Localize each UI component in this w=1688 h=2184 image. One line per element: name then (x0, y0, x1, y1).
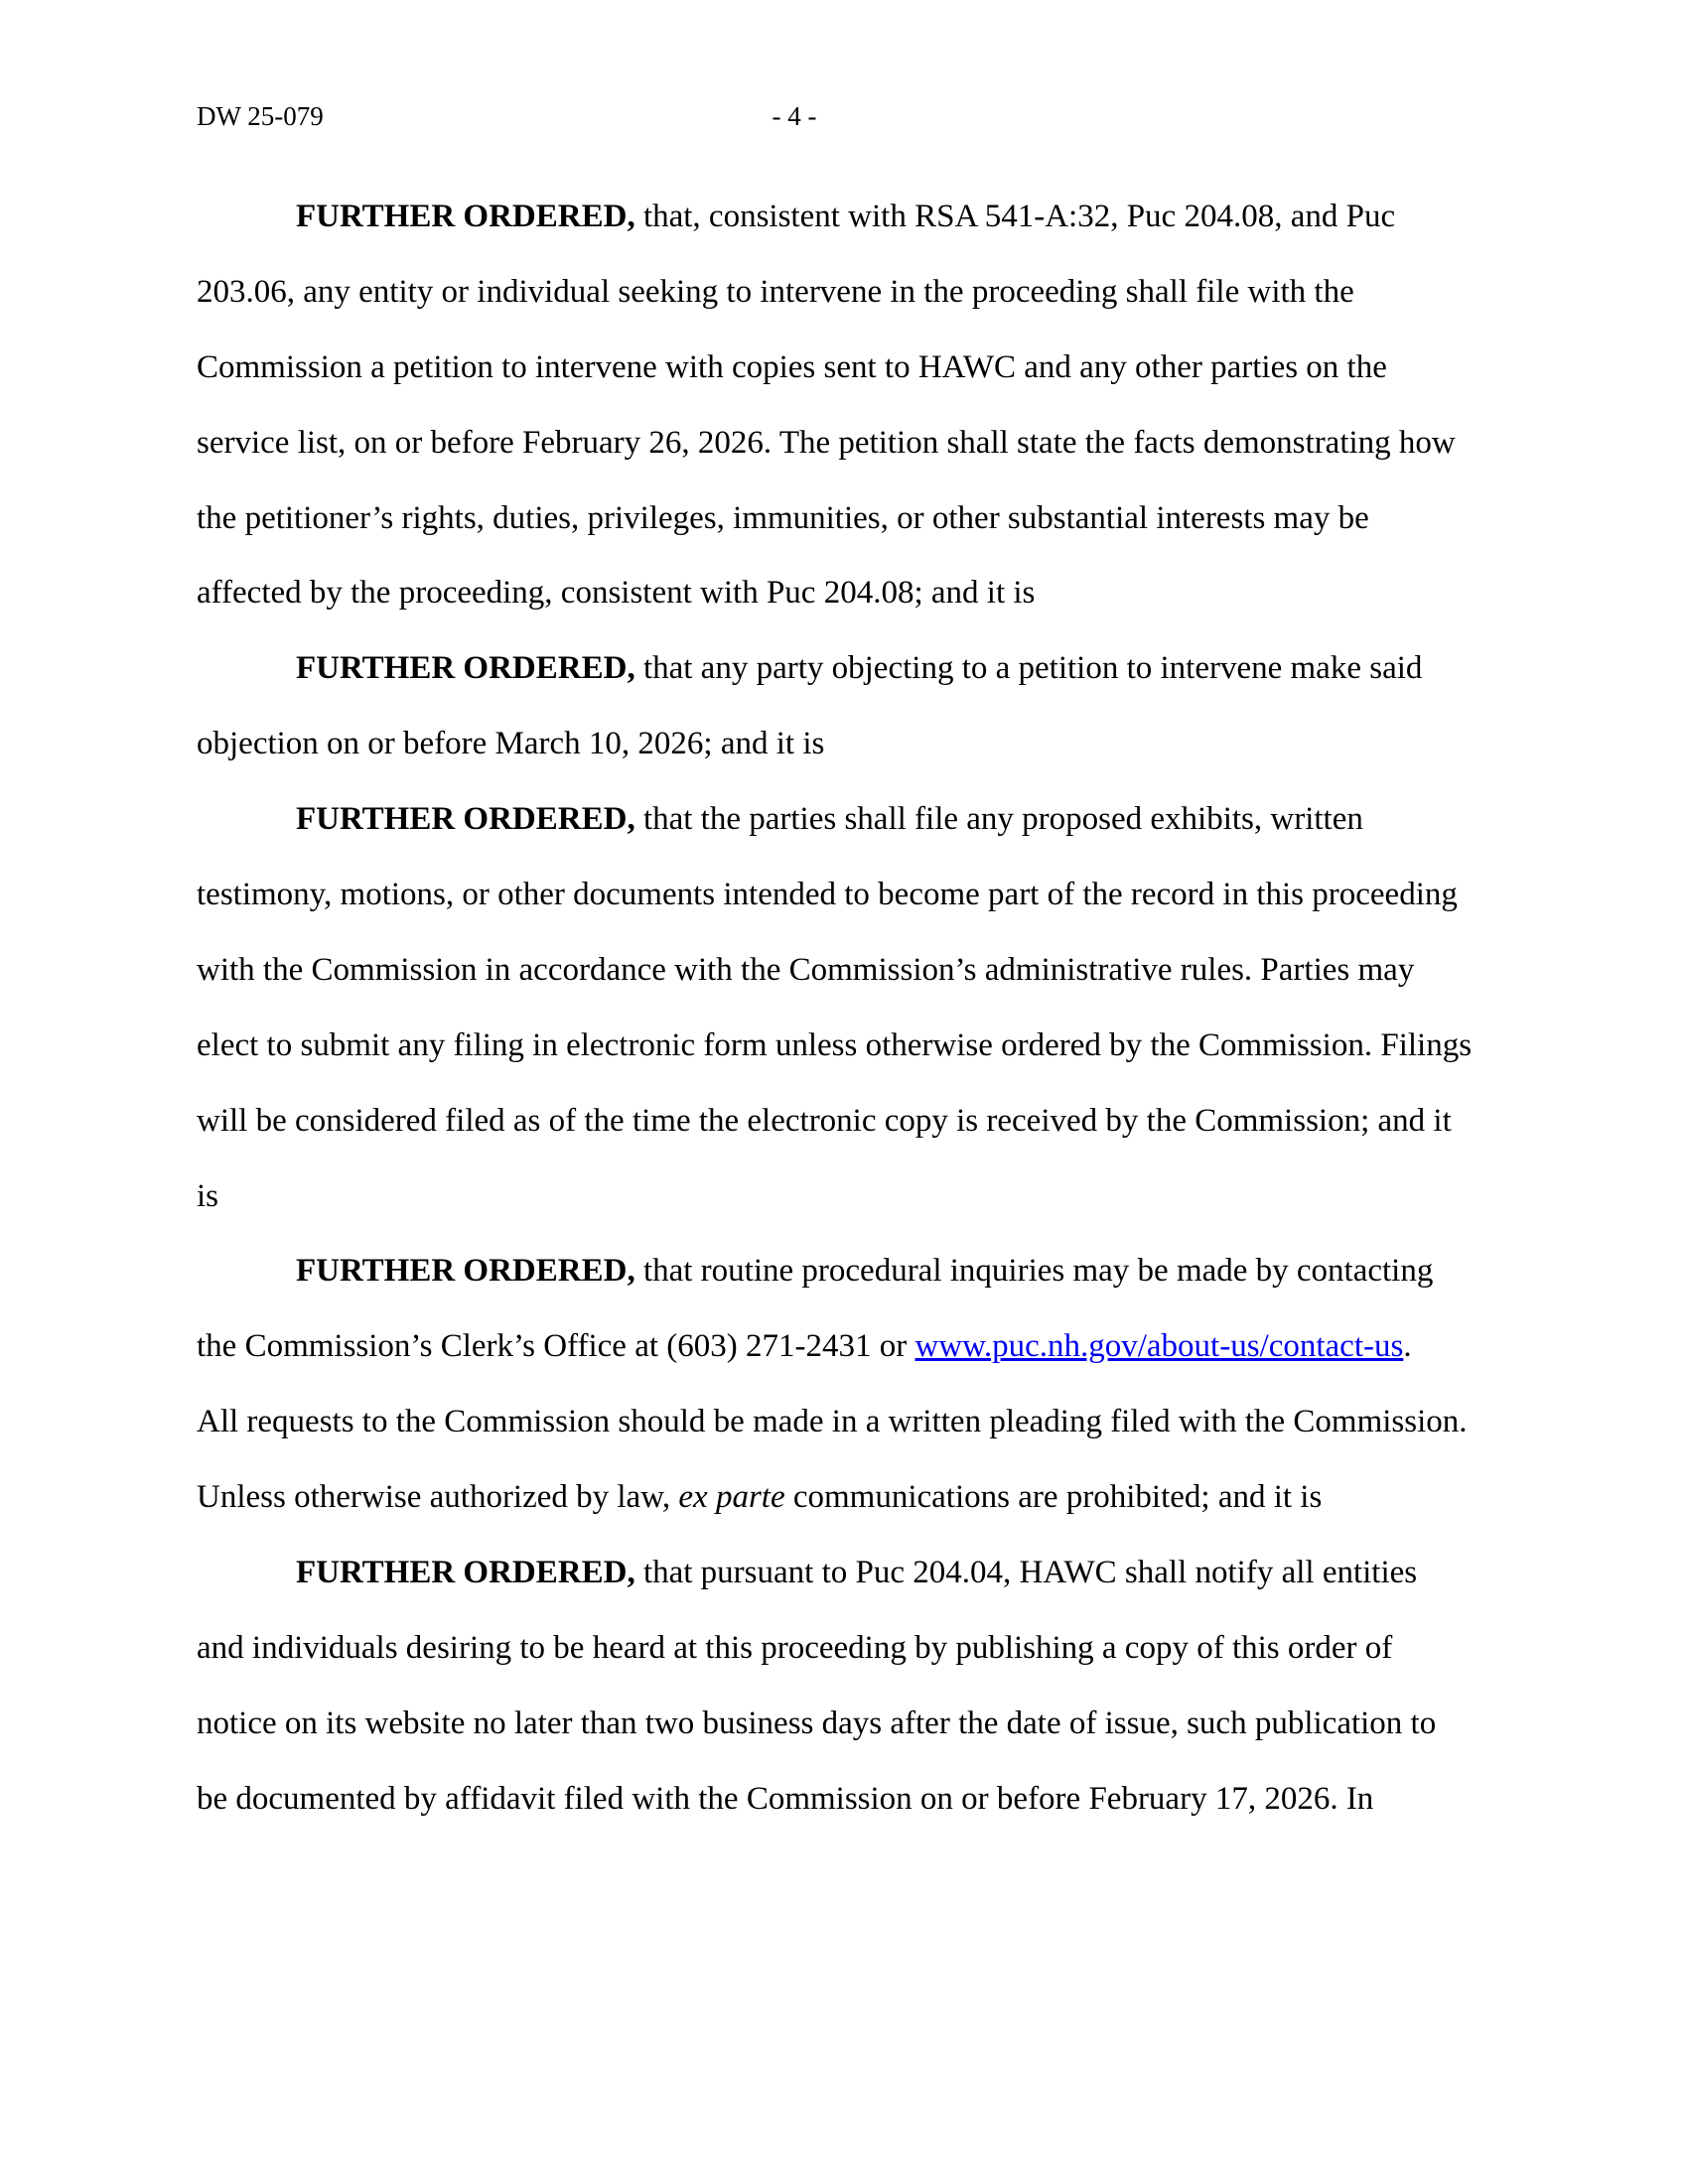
text-line (197, 782, 1487, 858)
docket-number: DW 25-079 (197, 101, 324, 131)
text-segment: affected by the proceeding, consistent with Puc 204.08; and it is (197, 575, 1036, 612)
further-ordered-heading: FURTHER ORDERED, (296, 650, 635, 687)
text-line (197, 1762, 1487, 1838)
text-line (197, 631, 1487, 707)
text-segment: 203.06, any entity or individual seeking to intervene in the proceeding shall file with the (197, 273, 1354, 310)
text-segment: the Commission’s Clerk’s Office at (603) 271-2431 or (197, 1328, 915, 1365)
text-line (197, 331, 1487, 406)
further-ordered-heading: FURTHER ORDERED, (296, 1253, 635, 1290)
text-segment: objection on or before March 10, 2026; and it is (197, 726, 825, 762)
text-line (197, 180, 1487, 255)
text-segment: be documented by affidavit filed with the Commission on or before February 17, 2026. In (197, 1780, 1374, 1817)
text-segment: will be considered filed as of the time the electronic copy is received by the Commission; and it (197, 1102, 1452, 1139)
text-segment: that routine procedural inquiries may be made by contacting (634, 1253, 1434, 1290)
italic-text: ex parte (678, 1479, 785, 1516)
page-number: - 4 - (772, 101, 817, 131)
text-line (197, 1084, 1487, 1160)
text-segment: that the parties shall file any proposed exhibits, written (634, 801, 1363, 838)
ordered-paragraph (197, 782, 1487, 1234)
document-body (197, 180, 1487, 1838)
text-segment: the petitioner’s rights, duties, privileges, immunities, or other substantial interests may be (197, 499, 1369, 536)
ordered-paragraph (197, 1234, 1487, 1536)
text-segment: and individuals desiring to be heard at this proceeding by publishing a copy of this order of (197, 1629, 1393, 1666)
text-segment: with the Commission in accordance with the Commission’s administrative rules. Parties may (197, 951, 1415, 988)
text-line (197, 1309, 1487, 1385)
ordered-paragraph (197, 1536, 1487, 1838)
text-segment: that any party objecting to a petition to intervene make said (634, 650, 1423, 687)
further-ordered-heading: FURTHER ORDERED, (296, 199, 635, 234)
text-line (197, 406, 1487, 481)
text-segment: service list, on or before February 26, 2026. The petition shall state the facts demonstrating how (197, 424, 1456, 461)
text-segment: that, consistent with RSA 541-A:32, Puc 204.08, and Puc (634, 199, 1396, 234)
further-ordered-heading: FURTHER ORDERED, (296, 1555, 635, 1591)
text-segment: elect to submit any filing in electronic form unless otherwise ordered by the Commission. Filings (197, 1026, 1473, 1063)
text-line (197, 1611, 1487, 1687)
text-segment: that pursuant to Puc 204.04, HAWC shall notify all entities (634, 1555, 1418, 1591)
text-line (197, 858, 1487, 933)
text-line (197, 1234, 1487, 1309)
text-segment: Commission a petition to intervene with copies sent to HAWC and any other parties on the (197, 348, 1387, 385)
text-segment: . (1403, 1328, 1412, 1365)
text-segment: testimony, motions, or other documents intended to become part of the record in this proceeding (197, 877, 1458, 913)
text-line (197, 933, 1487, 1009)
ordered-paragraph (197, 180, 1487, 631)
text-segment: communications are prohibited; and it is (784, 1479, 1323, 1516)
text-segment: is (197, 1177, 219, 1214)
ordered-paragraph (197, 631, 1487, 782)
text-segment: notice on its website no later than two business days after the date of issue, such publication to (197, 1705, 1437, 1741)
text-line (197, 556, 1487, 631)
text-segment: All requests to the Commission should be made in a written pleading filed with the Commission. (197, 1404, 1468, 1440)
text-segment: Unless otherwise authorized by law, (197, 1479, 679, 1516)
text-line (197, 1009, 1487, 1084)
text-line (197, 255, 1487, 331)
text-line (197, 1385, 1487, 1460)
text-line (197, 481, 1487, 557)
text-line (197, 1460, 1487, 1536)
text-line (197, 1160, 1487, 1235)
further-ordered-heading: FURTHER ORDERED, (296, 801, 635, 838)
text-line (197, 1536, 1487, 1611)
text-line (197, 1687, 1487, 1762)
contact-link[interactable]: www.puc.nh.gov/about-us/contact-us (914, 1328, 1404, 1365)
text-line (197, 707, 1487, 782)
